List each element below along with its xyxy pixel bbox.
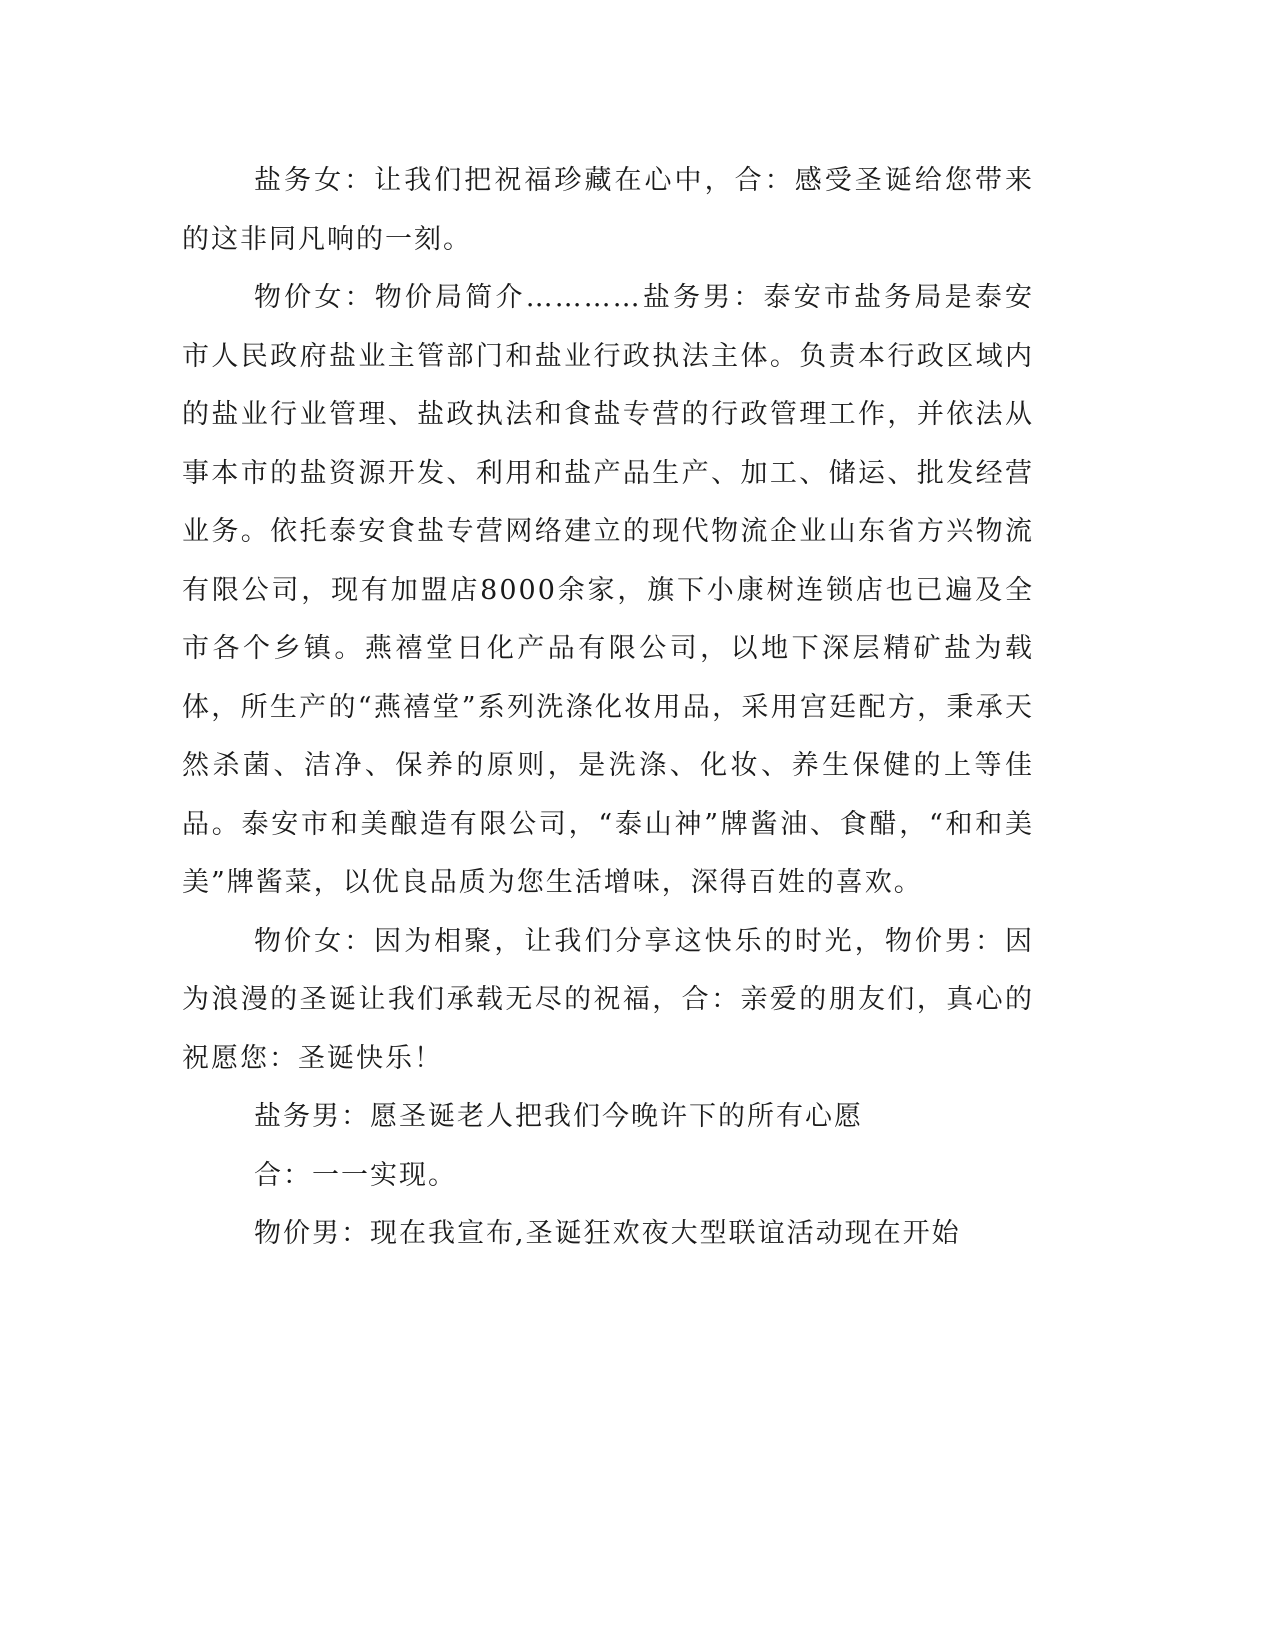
paragraph-christmas-wishes: 物价女：因为相聚，让我们分享这快乐的时光，物价男：因为浪漫的圣诞让我们承载无尽的祝福，合：亲爱的朋友们，真心的祝愿您：圣诞快乐！ [182,925,1034,1074]
paragraph-salt-male-wish: 盐务男：愿圣诞老人把我们今晚许下的所有心愿 [254,1101,863,1132]
paragraph-announcement: 物价男：现在我宣布,圣诞狂欢夜大型联谊活动现在开始 [254,1218,961,1249]
document-body [182,152,1034,1264]
paragraph-salt-female-blessing: 盐务女：让我们把祝福珍藏在心中，合：感受圣诞给您带来的这非同凡响的一刻。 [182,165,1034,255]
paragraph-bureau-introduction: 物价女：物价局简介…………盐务男：泰安市盐务局是泰安市人民政府盐业主管部门和盐业行政执法主体。负责本行政区域内的盐业行业管理、盐政执法和食盐专营的行政管理工作，并依法从事本市的盐资源开发、利用和盐产品生产、加工、储运、批发经营业务。依托泰安食盐专营网络建立的现代物流企业山东省方兴物流有限公司，现有加盟店8000余家，旗下小康树连锁店也已遍及全市各个乡镇。燕禧堂日化产品有限公司，以地下深层精矿盐为载体，所生产的“燕禧堂”系列洗涤化妆用品，采用宫廷配方，秉承天然杀菌、洁净、保养的原则，是洗涤、化妆、养生保健的上等佳品。泰安市和美酿造有限公司，“泰山神”牌酱油、食醋，“和和美美”牌酱菜，以优良品质为您生活增味，深得百姓的喜欢。 [182,282,1034,898]
paragraph-together-realize: 合：一一实现。 [254,1159,457,1191]
